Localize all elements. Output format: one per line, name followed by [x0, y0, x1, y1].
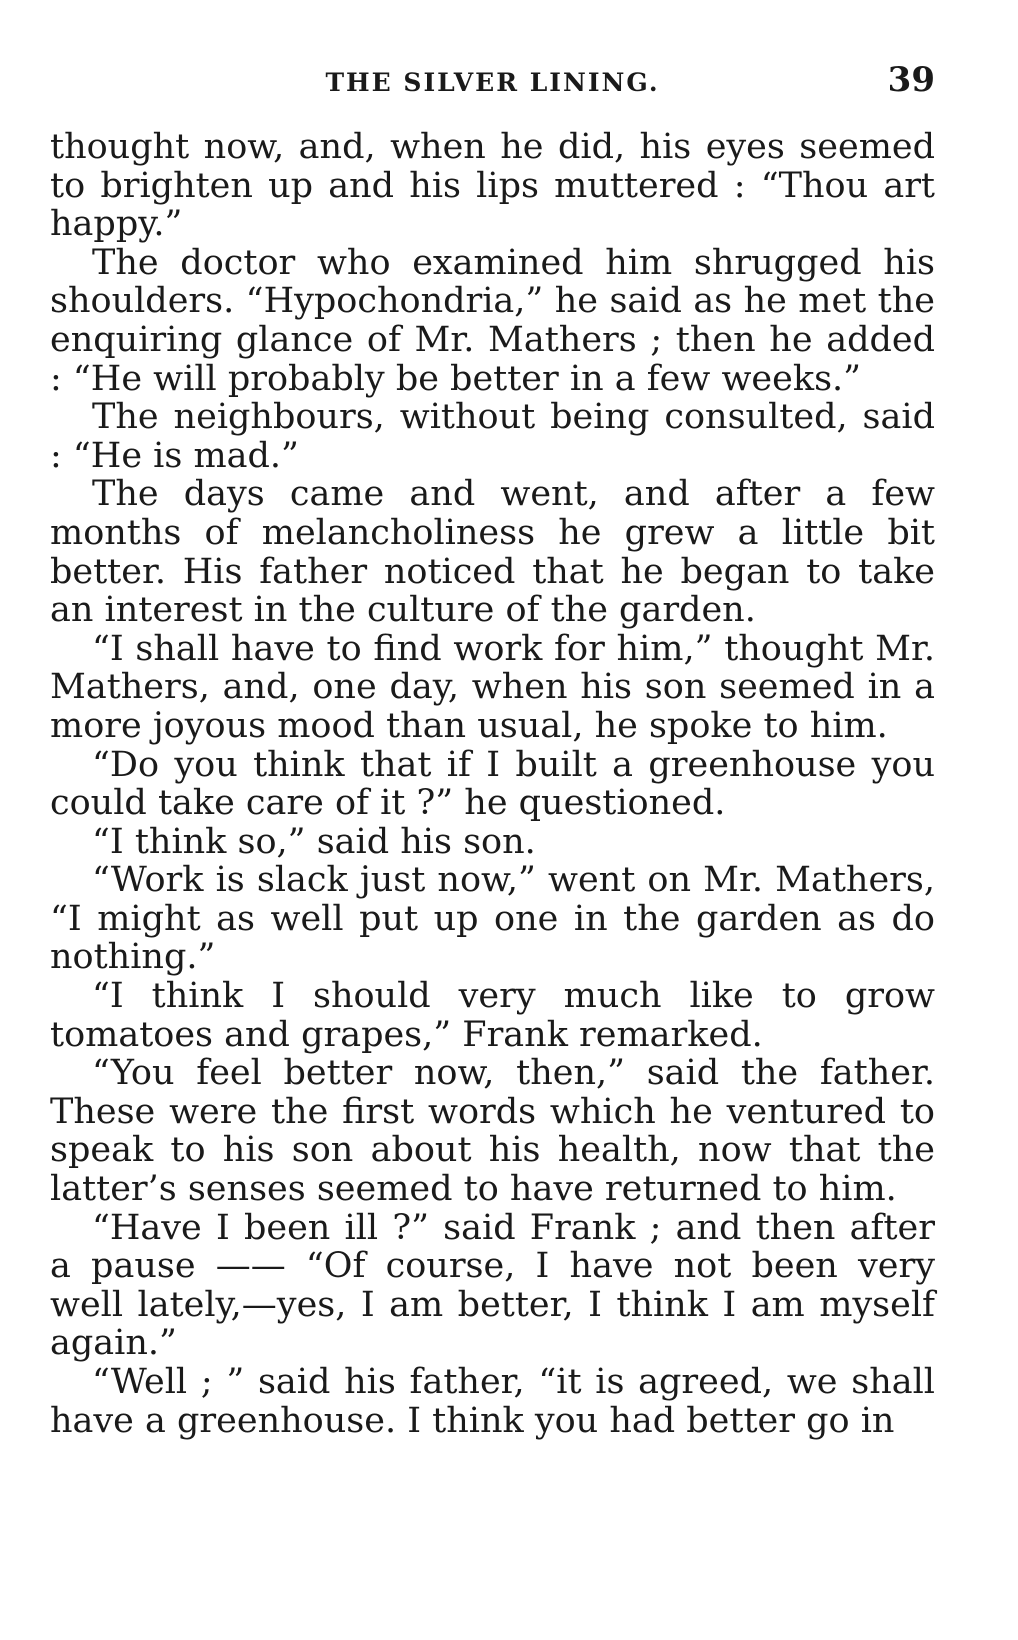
paragraph: “Work is slack just now,” went on Mr. Mathers, “I might as well put up one in the garden as do nothing.” — [50, 860, 935, 978]
paragraph: The doctor who examined him shrugged his shoulders. “Hypochondria,” he said as he met the enquiring glance of Mr. Mathers ; then he added : “He will probably be better in a few weeks.” — [50, 242, 935, 399]
running-head: THE SILVER LINING. — [325, 68, 660, 97]
body-text — [50, 128, 935, 1440]
paragraph: “Have I been ill ?” said Frank ; and then after a pause —— “Of course, I have not been very well lately,—yes, I am better, I think I am myself again.” — [50, 1207, 935, 1364]
book-page — [50, 60, 935, 1620]
page-header — [50, 60, 935, 110]
paragraph: “You feel better now, then,” said the father. These were the first words which he ventured to speak to his son about his health, now that the latter’s senses seemed to have returned to him. — [50, 1053, 935, 1210]
paragraph: “I shall have to find work for him,” thought Mr. Mathers, and, one day, when his son seemed in a more joyous mood than usual, he spoke to him. — [50, 628, 935, 746]
paragraph: “Well ; ” said his father, “it is agreed, we shall have a greenhouse. I think you had better go in — [50, 1362, 935, 1441]
page-number: 39 — [887, 60, 935, 100]
paragraph: “I think so,” said his son. — [92, 821, 536, 862]
paragraph: The neighbours, without being consulted, said : “He is mad.” — [50, 397, 935, 476]
paragraph: “I think I should very much like to grow tomatoes and grapes,” Frank remarked. — [50, 976, 935, 1055]
paragraph: thought now, and, when he did, his eyes seemed to brighten up and his lips muttered : “Thou art happy.” — [50, 127, 935, 245]
paragraph: “Do you think that if I built a greenhouse you could take care of it ?” he questioned. — [50, 744, 935, 824]
paragraph: The days came and went, and after a few months of melancholiness he grew a little bit better. His father noticed that he began to take an interest in the culture of the garden. — [50, 474, 935, 631]
